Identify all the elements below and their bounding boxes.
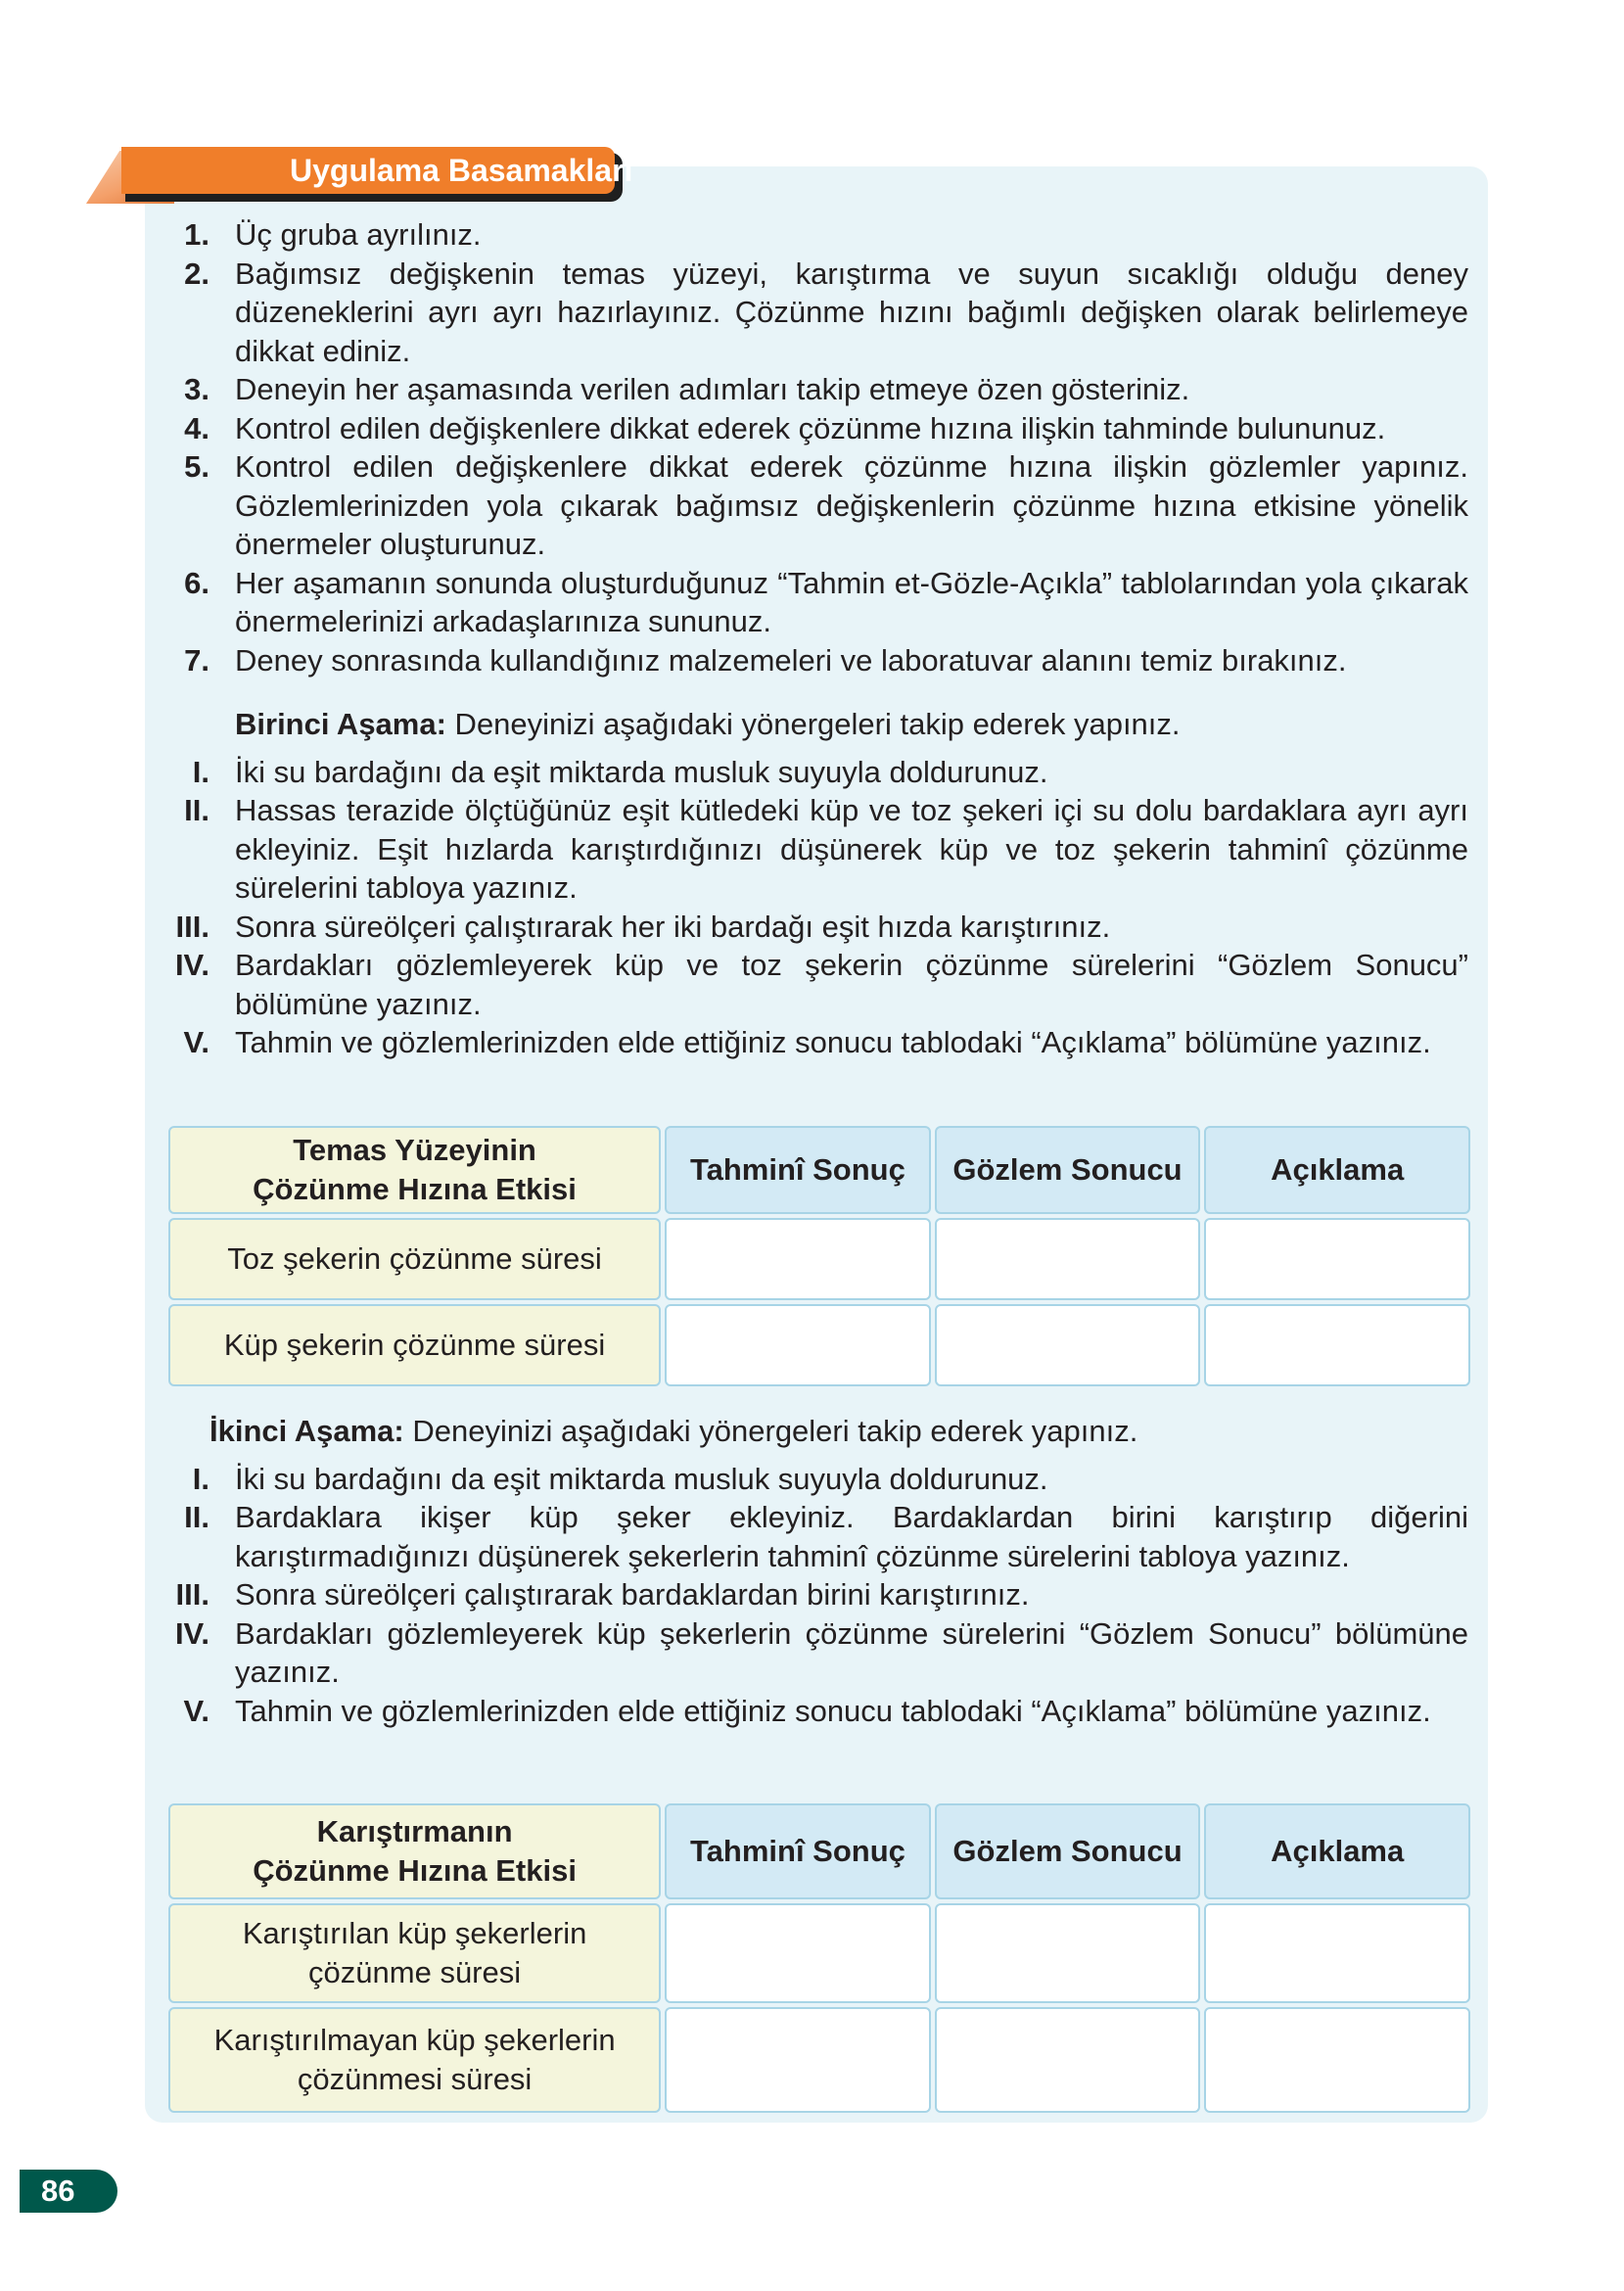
- column-header-explanation: Açıklama: [1204, 1126, 1470, 1214]
- stage2-section: [157, 1412, 1468, 1730]
- table-corner-header: Karıştırmanın Çözünme Hızına Etkisi: [168, 1803, 661, 1899]
- stage2-table: [164, 1800, 1474, 2117]
- list-item: IV. Bardakları gözlemleyerek küp şekerlerin çözünme sürelerini “Gözlem Sonucu” bölümüne yazınız.: [174, 1615, 1468, 1689]
- stage1-section: [157, 705, 1468, 1062]
- answer-cell[interactable]: [665, 1218, 931, 1300]
- answer-cell[interactable]: [935, 1903, 1201, 2003]
- list-item: I. İki su bardağını da eşit miktarda musluk suyuyla doldurunuz.: [192, 754, 1048, 789]
- list-item: 6. Her aşamanın sonunda oluşturduğunuz “Tahmin et-Gözle-Açıkla” tablolarından yola çıkarak önermelerinizi arkadaşlarınıza sununuz.: [184, 565, 1468, 638]
- column-header-observation: Gözlem Sonucu: [935, 1126, 1201, 1214]
- answer-cell[interactable]: [665, 1304, 931, 1386]
- stage2-title: İkinci Aşama: Deneyinizi aşağıdaki yönergeleri takip ederek yapınız.: [209, 1414, 1138, 1448]
- answer-cell[interactable]: [935, 2007, 1201, 2113]
- answer-cell[interactable]: [1204, 2007, 1470, 2113]
- column-header-observation: Gözlem Sonucu: [935, 1803, 1201, 1899]
- answer-cell[interactable]: [1204, 1218, 1470, 1300]
- row-label: Karıştırılmayan küp şekerlerin çözünmesi süresi: [168, 2007, 661, 2113]
- list-item: 5. Kontrol edilen değişkenlere dikkat ederek çözünme hızına ilişkin gözlemler yapınız. Gözlemlerinizden yola çıkarak bağımsız değişkenlerin çözünme hızına etkisine yönelik önermeler oluşturunuz.: [184, 449, 1468, 561]
- list-item: 2. Bağımsız değişkenin temas yüzeyi, karıştırma ve suyun sıcaklığı olduğu deney düzeneklerini ayrı ayrı hazırlayınız. Çözünme hızını bağımlı değişken olarak belirlemeye dikkat ediniz.: [184, 256, 1468, 368]
- column-header-prediction: Tahminî Sonuç: [665, 1126, 931, 1214]
- row-label: Karıştırılan küp şekerlerin çözünme süresi: [168, 1903, 661, 2003]
- column-header-prediction: Tahminî Sonuç: [665, 1803, 931, 1899]
- list-item: 3. Deneyin her aşamasında verilen adımları takip etmeye özen gösteriniz.: [184, 372, 1190, 406]
- row-label: Toz şekerin çözünme süresi: [168, 1218, 661, 1300]
- answer-cell[interactable]: [935, 1218, 1201, 1300]
- list-item: I. İki su bardağını da eşit miktarda musluk suyuyla doldurunuz.: [192, 1461, 1048, 1496]
- list-item: V. Tahmin ve gözlemlerinizden elde ettiğiniz sonucu tablodaki “Açıklama” bölümüne yazınız.: [183, 1025, 1431, 1059]
- list-item: II. Hassas terazide ölçtüğünüz eşit kütledeki küp ve toz şekeri içi su dolu bardaklara ayrı ayrı ekleyiniz. Eşit hızlarda karıştırdığınızı düşünerek küp ve toz şekerin tahminî çözünme sürelerini tabloya yazınız.: [184, 793, 1468, 905]
- list-item: III. Sonra süreölçeri çalıştırarak bardaklardan birini karıştırınız.: [175, 1577, 1030, 1612]
- page-number: 86: [20, 2170, 117, 2213]
- row-label: Küp şekerin çözünme süresi: [168, 1304, 661, 1386]
- answer-cell[interactable]: [1204, 1903, 1470, 2003]
- stage1-title: Birinci Aşama: Deneyinizi aşağıdaki yönergeleri takip ederek yapınız.: [235, 707, 1181, 741]
- section-banner: [86, 143, 634, 208]
- table-corner-header: Temas Yüzeyinin Çözünme Hızına Etkisi: [168, 1126, 661, 1214]
- answer-cell[interactable]: [1204, 1304, 1470, 1386]
- answer-cell[interactable]: [665, 1903, 931, 2003]
- table-row: [168, 1304, 1470, 1386]
- column-header-explanation: Açıklama: [1204, 1803, 1470, 1899]
- table-row: [168, 2007, 1470, 2113]
- list-item: II. Bardaklara ikişer küp şeker ekleyiniz. Bardaklardan birini karıştırıp diğerini karıştırmadığınızı düşünerek şekerlerin tahminî çözünme sürelerini tabloya yazınız.: [184, 1500, 1468, 1573]
- list-item: 7. Deney sonrasında kullandığınız malzemeleri ve laboratuvar alanını temiz bırakınız.: [184, 642, 1347, 678]
- answer-cell[interactable]: [665, 2007, 931, 2113]
- list-item: III. Sonra süreölçeri çalıştırarak her iki bardağı eşit hızda karıştırınız.: [175, 909, 1111, 944]
- list-item: V. Tahmin ve gözlemlerinizden elde ettiğiniz sonucu tablodaki “Açıklama” bölümüne yazınız.: [183, 1693, 1431, 1728]
- steps-list: [157, 215, 1468, 679]
- list-item: IV. Bardakları gözlemleyerek küp ve toz şekerin çözünme sürelerini “Gözlem Sonucu” bölümüne yazınız.: [174, 948, 1468, 1021]
- stage1-table: [164, 1122, 1474, 1390]
- table-row: [168, 1903, 1470, 2003]
- list-item: 4. Kontrol edilen değişkenlere dikkat ederek çözünme hızına ilişkin tahminde bulununuz.: [184, 410, 1386, 445]
- table-row: [168, 1218, 1470, 1300]
- list-item: 1. Üç gruba ayrılınız.: [184, 217, 482, 252]
- answer-cell[interactable]: [935, 1304, 1201, 1386]
- section-title: Uygulama Basamakları: [121, 147, 615, 194]
